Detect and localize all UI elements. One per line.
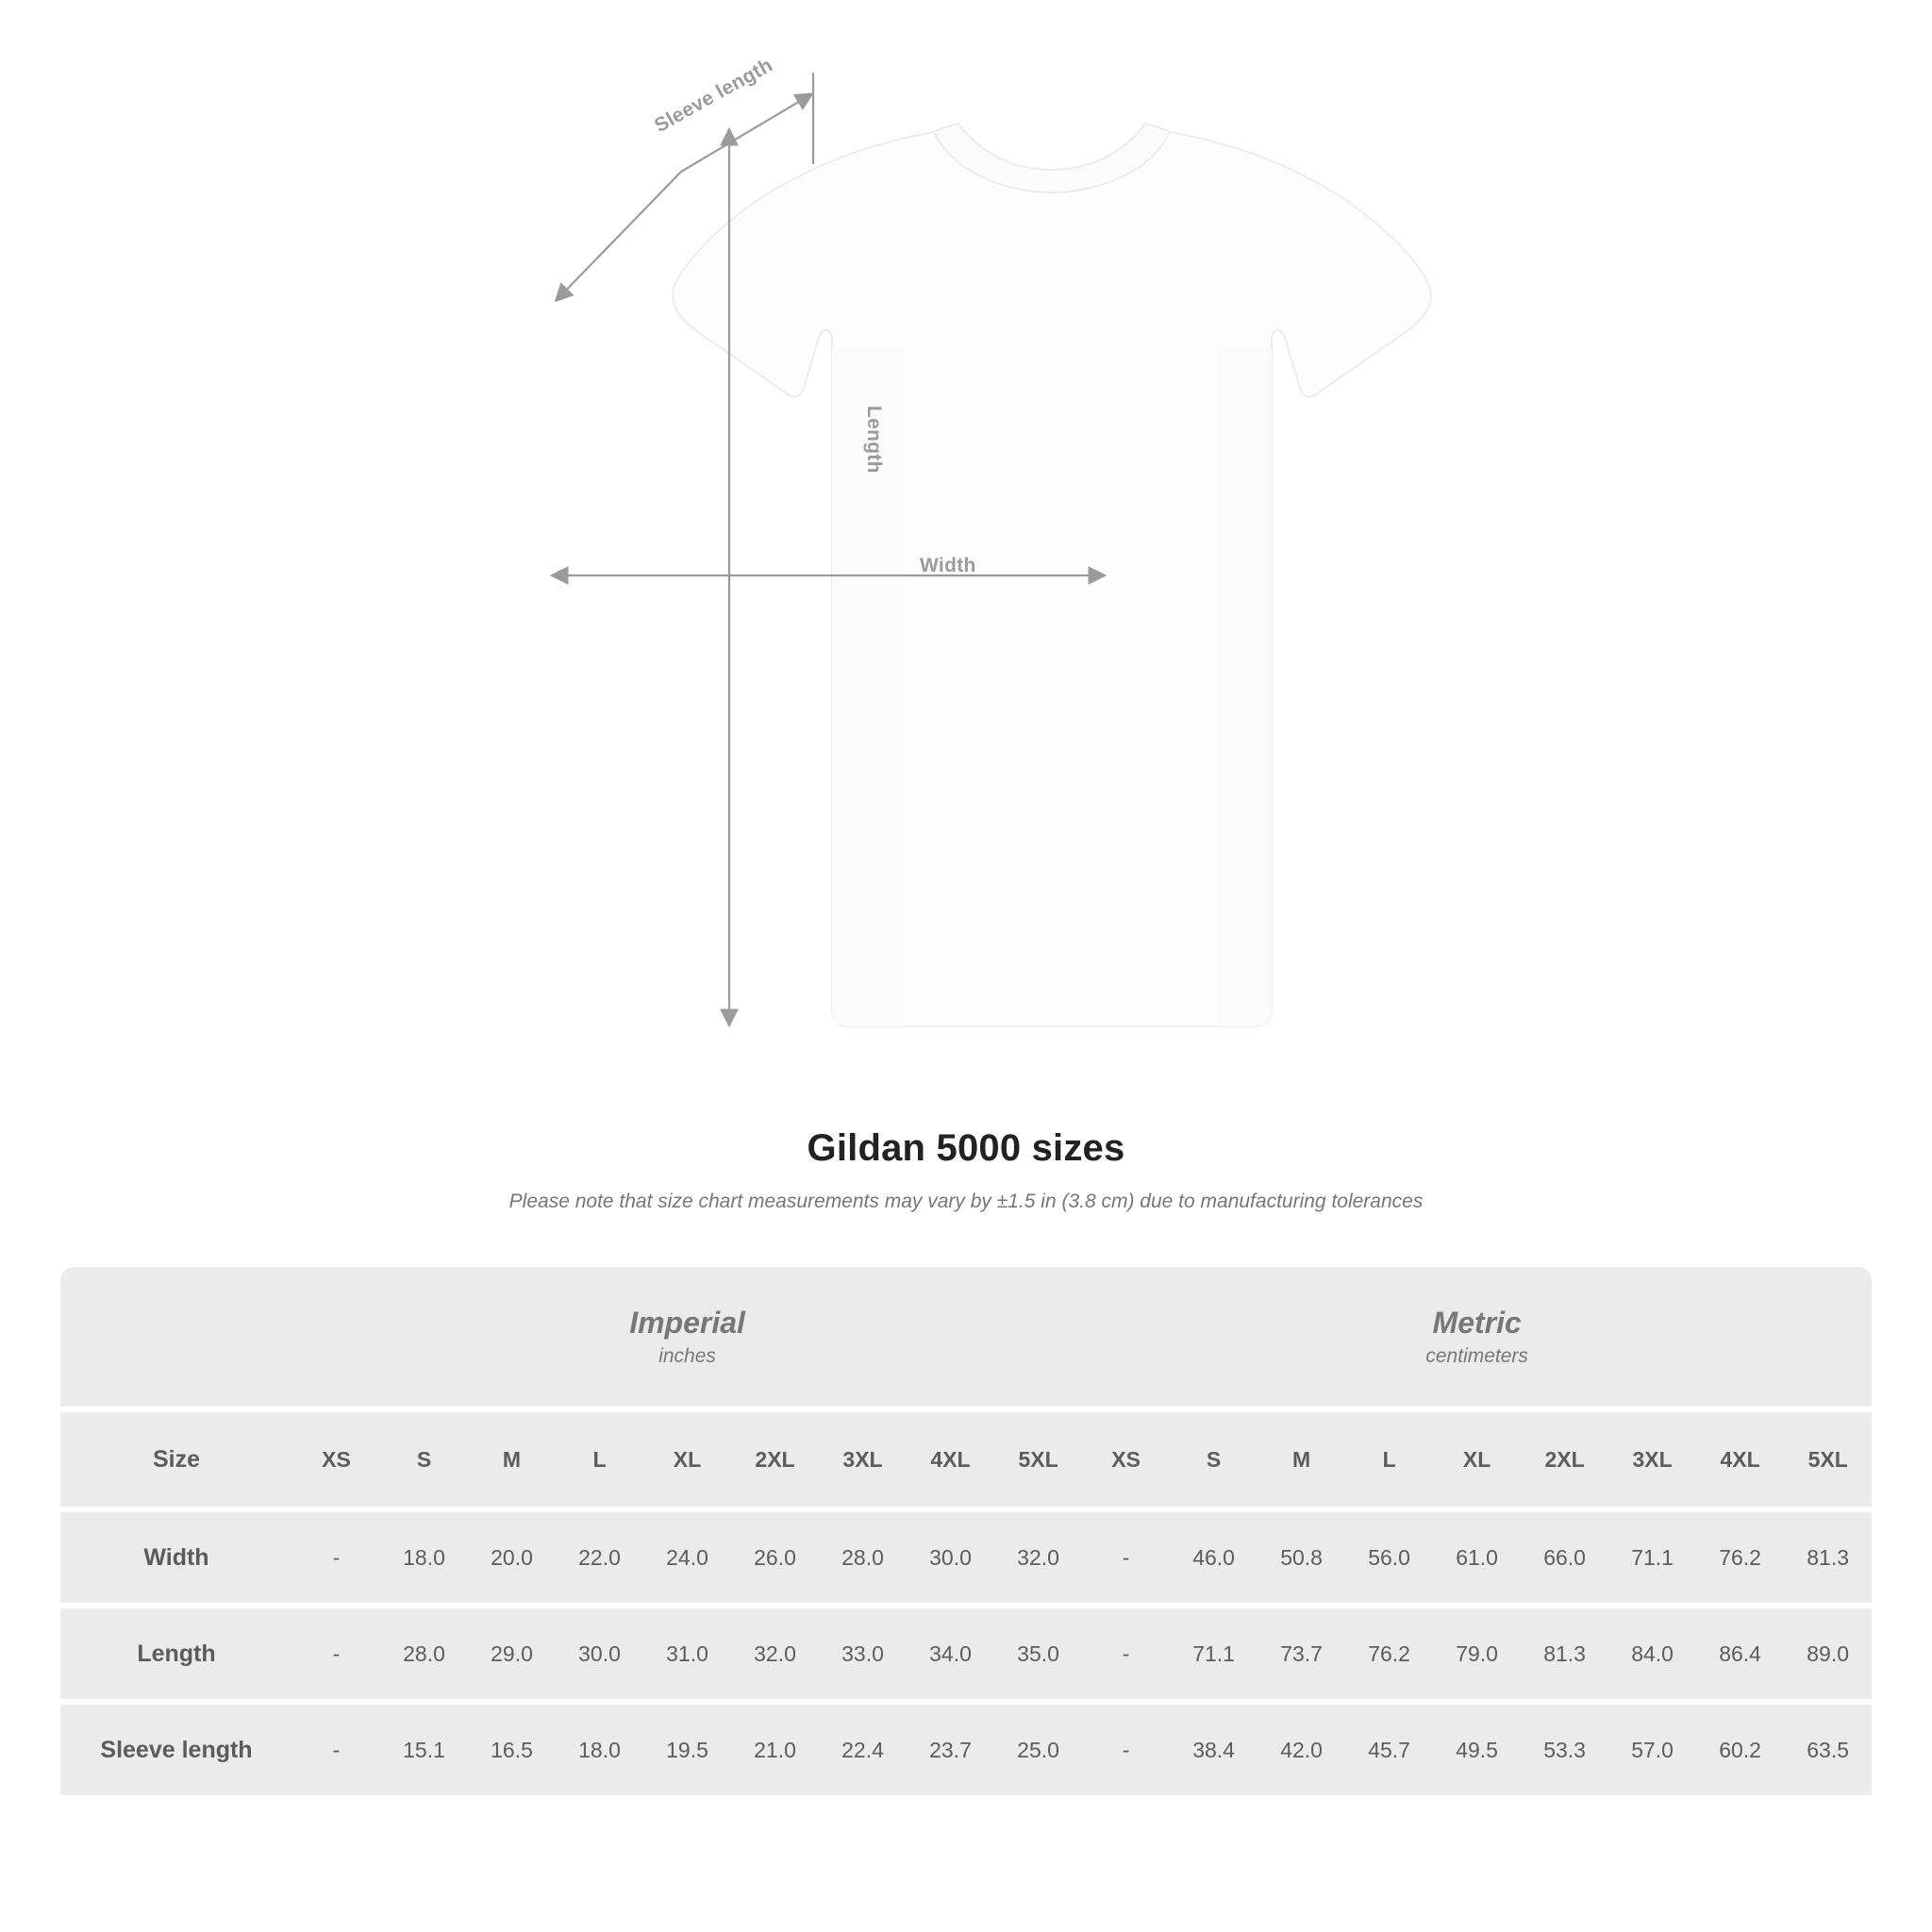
size-header-s: S bbox=[1170, 1412, 1257, 1507]
cell-width-metric-s: 46.0 bbox=[1170, 1512, 1257, 1603]
cell-width-metric-3xl: 71.1 bbox=[1608, 1512, 1696, 1603]
cell-width-metric-m: 50.8 bbox=[1257, 1512, 1345, 1603]
row-label-sleeve-length: Sleeve length bbox=[60, 1705, 292, 1795]
cell-length-imperial-3xl: 33.0 bbox=[819, 1608, 907, 1699]
cell-width-metric-4xl: 76.2 bbox=[1696, 1512, 1784, 1603]
size-header-xs: XS bbox=[292, 1412, 380, 1507]
size-table-container bbox=[60, 1267, 1872, 1795]
cell-length-imperial-m: 29.0 bbox=[468, 1608, 556, 1699]
cell-width-imperial-5xl: 32.0 bbox=[994, 1512, 1082, 1603]
cell-sleeve-length-metric-2xl: 53.3 bbox=[1521, 1705, 1608, 1795]
cell-sleeve-length-imperial-4xl: 23.7 bbox=[907, 1705, 994, 1795]
cell-sleeve-length-imperial-3xl: 22.4 bbox=[819, 1705, 907, 1795]
unit-subtitle: inches bbox=[658, 1345, 716, 1368]
size-header-l: L bbox=[1345, 1412, 1433, 1507]
row-label-width: Width bbox=[60, 1512, 292, 1603]
table-row bbox=[60, 1705, 1872, 1795]
cell-sleeve-length-metric-4xl: 60.2 bbox=[1696, 1705, 1784, 1795]
cell-width-imperial-xl: 24.0 bbox=[643, 1512, 731, 1603]
tolerance-note: Please note that size chart measurements may vary by ±1.5 in (3.8 cm) due to manufacturing tolerances bbox=[508, 1191, 1424, 1212]
cell-sleeve-length-metric-xl: 49.5 bbox=[1433, 1705, 1521, 1795]
cell-sleeve-length-metric-xs: - bbox=[1082, 1705, 1170, 1795]
unit-title: Metric bbox=[1432, 1305, 1522, 1340]
size-header-5xl: 5XL bbox=[994, 1412, 1082, 1507]
cell-length-metric-2xl: 81.3 bbox=[1521, 1608, 1608, 1699]
cell-width-metric-xl: 61.0 bbox=[1433, 1512, 1521, 1603]
cell-sleeve-length-imperial-5xl: 25.0 bbox=[994, 1705, 1082, 1795]
unit-subtitle: centimeters bbox=[1425, 1345, 1528, 1368]
page-title: Gildan 5000 sizes bbox=[807, 1127, 1125, 1169]
cell-width-imperial-l: 22.0 bbox=[556, 1512, 643, 1603]
cell-length-imperial-5xl: 35.0 bbox=[994, 1608, 1082, 1699]
cell-width-imperial-m: 20.0 bbox=[468, 1512, 556, 1603]
width-dimension-label: Width bbox=[920, 555, 976, 576]
size-header-l: L bbox=[556, 1412, 643, 1507]
row-label-length: Length bbox=[60, 1608, 292, 1699]
cell-width-imperial-xs: - bbox=[292, 1512, 380, 1603]
cell-width-imperial-s: 18.0 bbox=[380, 1512, 468, 1603]
cell-length-metric-l: 76.2 bbox=[1345, 1608, 1433, 1699]
cell-length-imperial-4xl: 34.0 bbox=[907, 1608, 994, 1699]
cell-length-metric-3xl: 84.0 bbox=[1608, 1608, 1696, 1699]
cell-length-imperial-xl: 31.0 bbox=[643, 1608, 731, 1699]
size-header-4xl: 4XL bbox=[907, 1412, 994, 1507]
cell-sleeve-length-metric-s: 38.4 bbox=[1170, 1705, 1257, 1795]
cell-sleeve-length-imperial-xl: 19.5 bbox=[643, 1705, 731, 1795]
cell-sleeve-length-metric-3xl: 57.0 bbox=[1608, 1705, 1696, 1795]
table-row bbox=[60, 1512, 1872, 1603]
cell-width-metric-l: 56.0 bbox=[1345, 1512, 1433, 1603]
cell-sleeve-length-metric-m: 42.0 bbox=[1257, 1705, 1345, 1795]
cell-width-metric-xs: - bbox=[1082, 1512, 1170, 1603]
cell-sleeve-length-metric-l: 45.7 bbox=[1345, 1705, 1433, 1795]
size-header-3xl: 3XL bbox=[819, 1412, 907, 1507]
cell-length-metric-xs: - bbox=[1082, 1608, 1170, 1699]
size-header-5xl: 5XL bbox=[1784, 1412, 1872, 1507]
size-header-label: Size bbox=[60, 1412, 292, 1507]
cell-sleeve-length-imperial-s: 15.1 bbox=[380, 1705, 468, 1795]
cell-length-metric-4xl: 86.4 bbox=[1696, 1608, 1784, 1699]
cell-length-metric-m: 73.7 bbox=[1257, 1608, 1345, 1699]
size-header-xl: XL bbox=[643, 1412, 731, 1507]
cell-width-imperial-4xl: 30.0 bbox=[907, 1512, 994, 1603]
cell-width-metric-2xl: 66.0 bbox=[1521, 1512, 1608, 1603]
size-header-xs: XS bbox=[1082, 1412, 1170, 1507]
table-row bbox=[60, 1608, 1872, 1699]
title-block bbox=[0, 1127, 1932, 1213]
unit-title: Imperial bbox=[629, 1305, 745, 1340]
cell-length-imperial-s: 28.0 bbox=[380, 1608, 468, 1699]
cell-length-metric-s: 71.1 bbox=[1170, 1608, 1257, 1699]
cell-length-imperial-xs: - bbox=[292, 1608, 380, 1699]
cell-sleeve-length-imperial-xs: - bbox=[292, 1705, 380, 1795]
size-header-s: S bbox=[380, 1412, 468, 1507]
cell-width-imperial-2xl: 26.0 bbox=[731, 1512, 819, 1603]
size-header-row bbox=[60, 1412, 1872, 1507]
cell-length-metric-xl: 79.0 bbox=[1433, 1608, 1521, 1699]
unit-header-row bbox=[60, 1267, 1872, 1407]
size-header-m: M bbox=[468, 1412, 556, 1507]
unit-header-spacer bbox=[60, 1267, 292, 1407]
size-header-m: M bbox=[1257, 1412, 1345, 1507]
unit-header-metric bbox=[1082, 1267, 1872, 1407]
cell-width-imperial-3xl: 28.0 bbox=[819, 1512, 907, 1603]
cell-sleeve-length-imperial-l: 18.0 bbox=[556, 1705, 643, 1795]
size-header-2xl: 2XL bbox=[731, 1412, 819, 1507]
size-table bbox=[60, 1267, 1872, 1795]
size-header-3xl: 3XL bbox=[1608, 1412, 1696, 1507]
size-header-4xl: 4XL bbox=[1696, 1412, 1784, 1507]
sleeve-length-dimension-label: Sleeve length bbox=[651, 54, 776, 138]
cell-length-imperial-2xl: 32.0 bbox=[731, 1608, 819, 1699]
cell-sleeve-length-metric-5xl: 63.5 bbox=[1784, 1705, 1872, 1795]
size-header-xl: XL bbox=[1433, 1412, 1521, 1507]
length-dimension-label: Length bbox=[863, 406, 885, 474]
size-header-2xl: 2XL bbox=[1521, 1412, 1608, 1507]
unit-header-imperial bbox=[292, 1267, 1082, 1407]
cell-width-metric-5xl: 81.3 bbox=[1784, 1512, 1872, 1603]
cell-sleeve-length-imperial-2xl: 21.0 bbox=[731, 1705, 819, 1795]
cell-length-imperial-l: 30.0 bbox=[556, 1608, 643, 1699]
cell-sleeve-length-imperial-m: 16.5 bbox=[468, 1705, 556, 1795]
cell-length-metric-5xl: 89.0 bbox=[1784, 1608, 1872, 1699]
